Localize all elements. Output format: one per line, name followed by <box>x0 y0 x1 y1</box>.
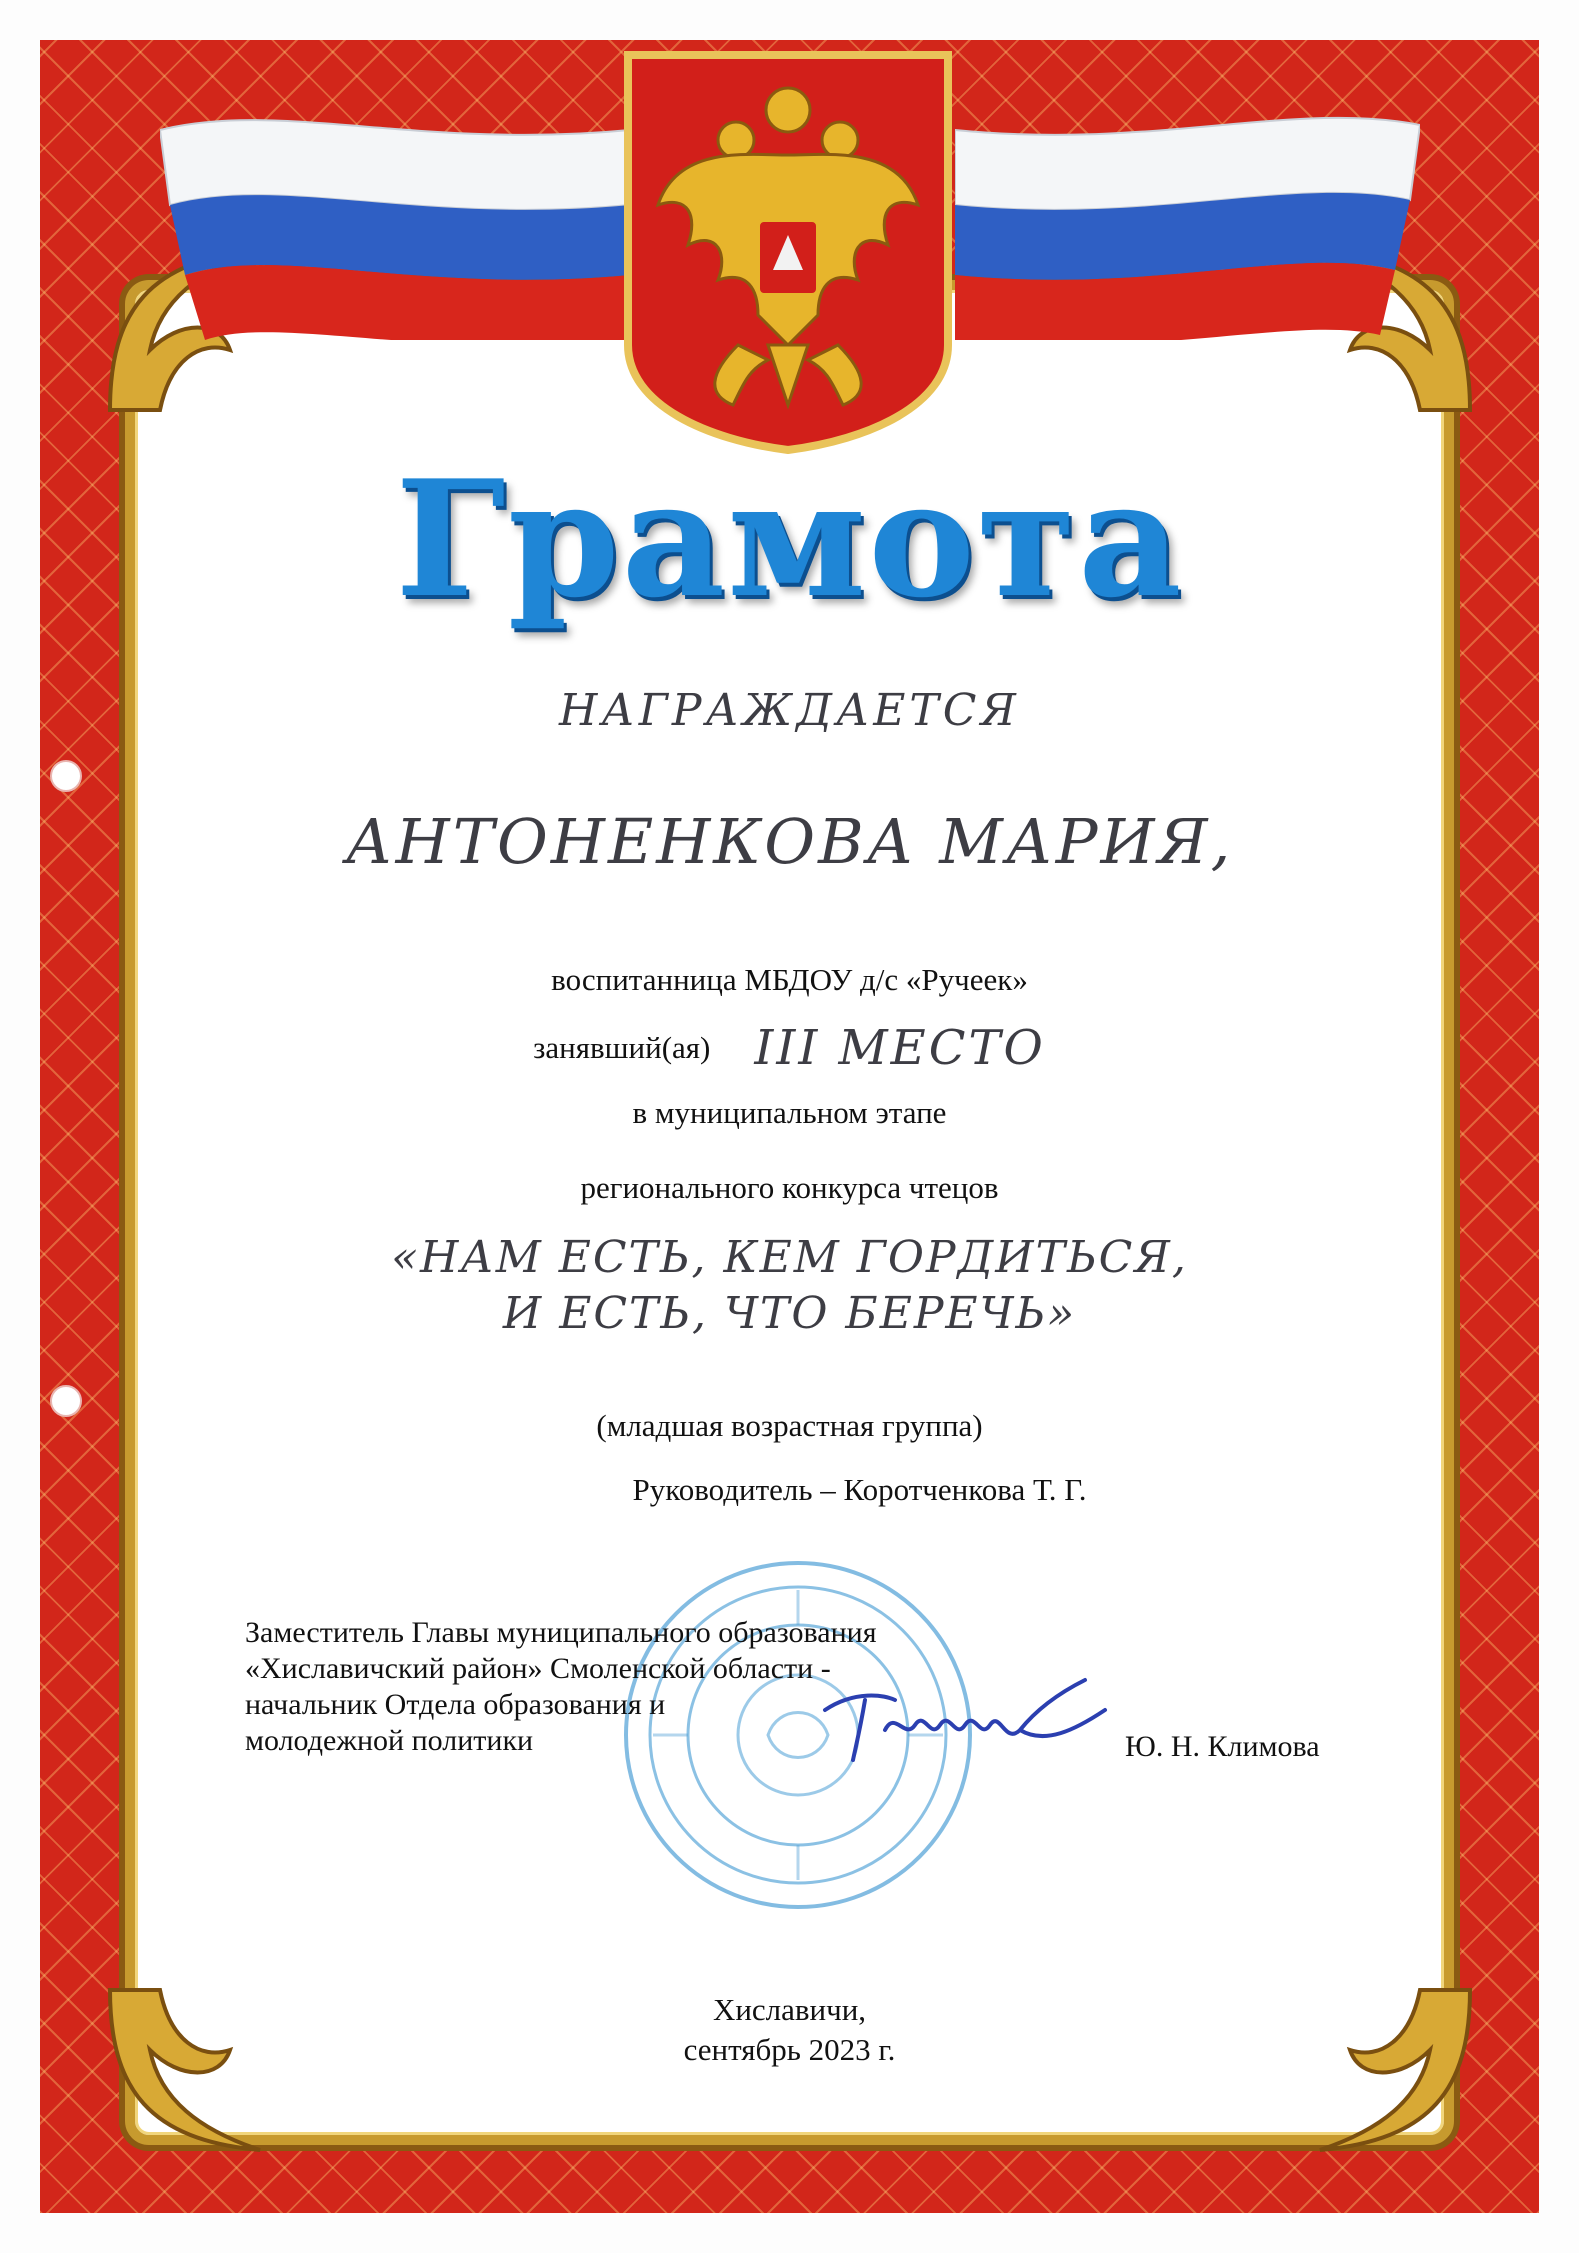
contest-type-line: регионального конкурса чтецов <box>580 1170 999 1205</box>
signatory-line2: «Хиславичский район» Смоленской области - <box>245 1652 831 1685</box>
contest-name <box>0 1230 1579 1342</box>
recipient-name: АНТОНЕНКОВА МАРИЯ, <box>345 805 1234 878</box>
institution-line: воспитанница МБДОУ д/с «Ручеек» <box>551 962 1028 997</box>
coat-of-arms-icon <box>618 45 958 455</box>
place-value: III МЕСТО <box>754 1020 1046 1076</box>
signatory-name: Ю. Н. Климова <box>1125 1730 1320 1763</box>
russian-flag-ribbon-left-icon <box>160 110 630 340</box>
contest-name-line2: И ЕСТЬ, ЧТО БЕРЕЧЬ» <box>502 1288 1077 1339</box>
place-row <box>0 1020 1579 1076</box>
contest-name-line1: «НАМ ЕСТЬ, КЕМ ГОРДИТЬСЯ, <box>391 1232 1188 1283</box>
signatory-line4: молодежной политики <box>245 1724 534 1757</box>
russian-flag-ribbon-right-icon <box>955 110 1420 340</box>
certificate-title: Грамота <box>395 445 1184 633</box>
age-group-line: (младшая возрастная группа) <box>596 1408 983 1443</box>
stage-line: в муниципальном этапе <box>632 1095 947 1130</box>
awarded-heading: НАГРАЖДАЕТСЯ <box>559 685 1020 736</box>
place-and-date <box>0 1990 1579 2070</box>
signatory-line3: начальник Отдела образования и <box>245 1688 666 1721</box>
leader-line: Руководитель – Коротченкова Т. Г. <box>632 1472 1087 1507</box>
city-line: Хиславичи, <box>712 1992 867 2027</box>
signatory-line1: Заместитель Главы муниципального образования <box>245 1616 877 1649</box>
date-line: сентябрь 2023 г. <box>683 2032 896 2067</box>
punch-hole <box>50 760 82 792</box>
handwritten-signature-icon <box>815 1670 1115 1780</box>
place-label: занявший(ая) <box>533 1030 711 1065</box>
